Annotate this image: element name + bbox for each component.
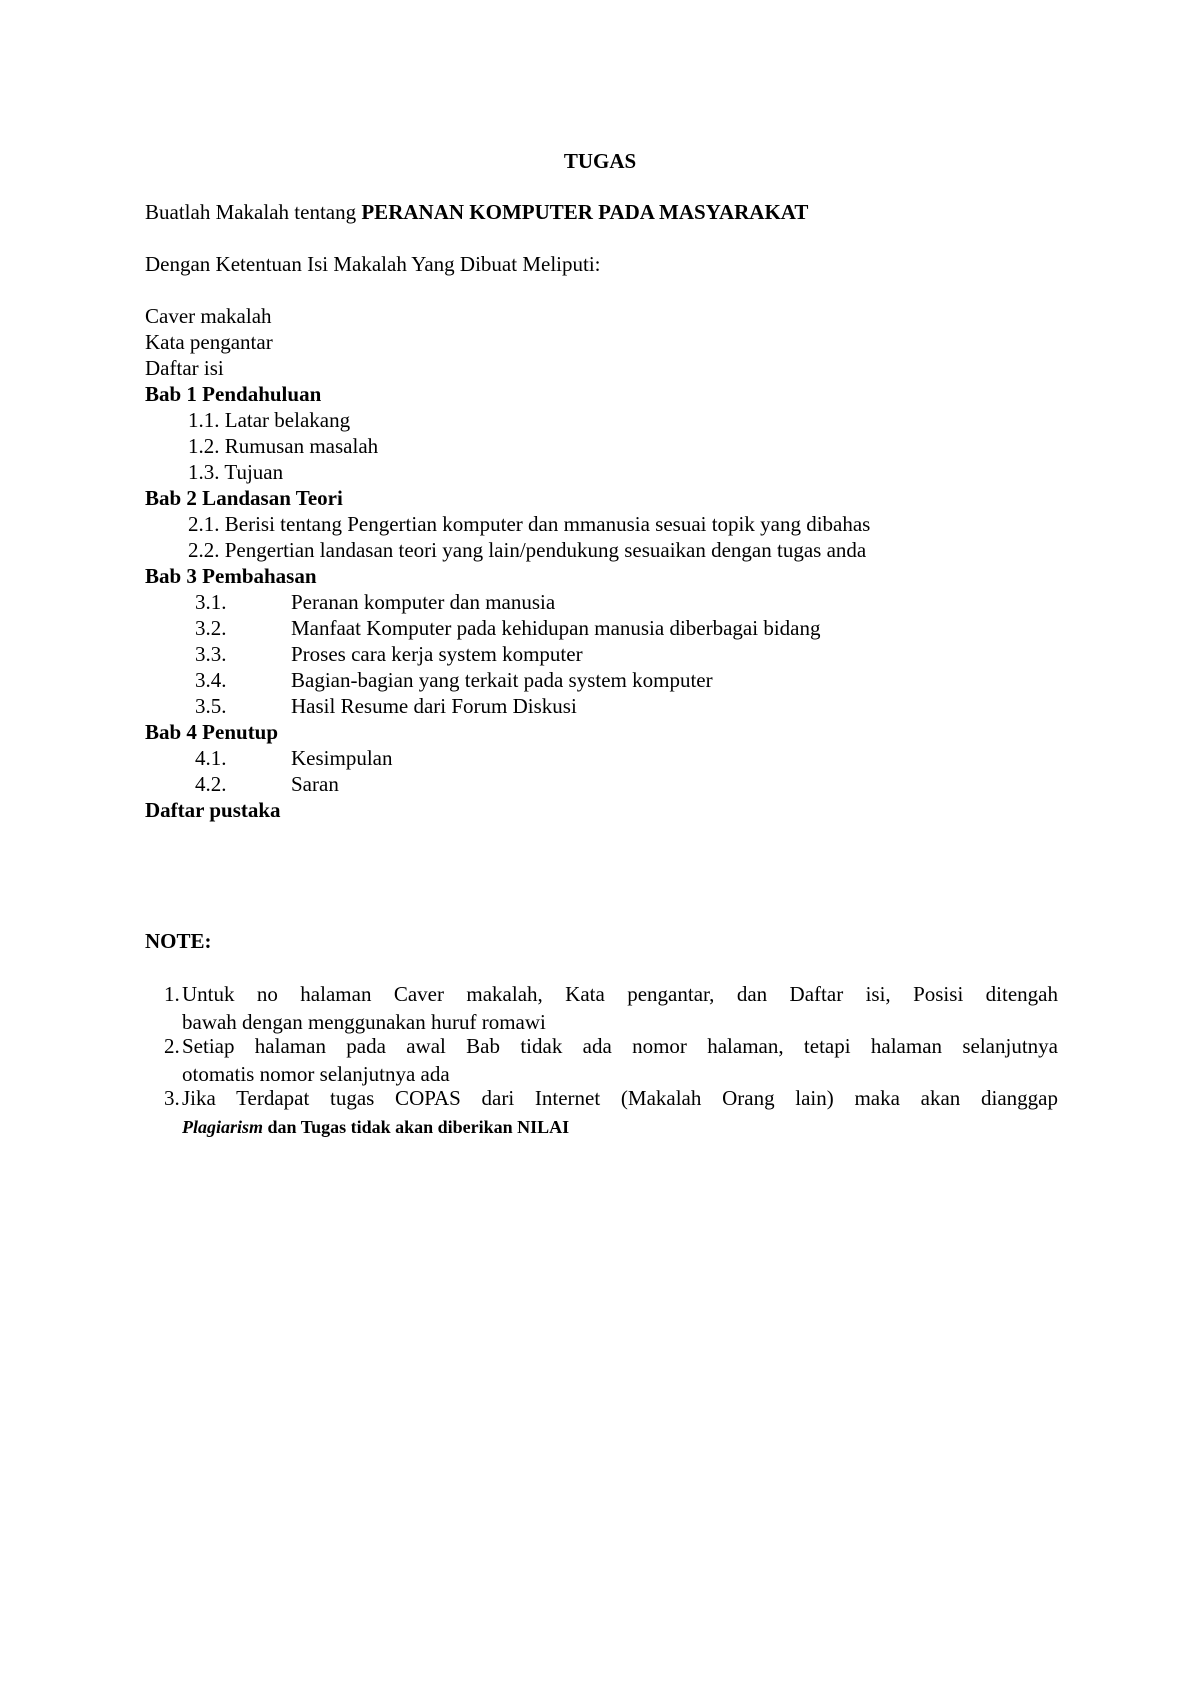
note-label: NOTE: [145,929,212,953]
note-number: 2. [164,1034,180,1058]
chapter-item [188,458,283,486]
item-number: 1.3. [188,460,220,484]
note-item [164,980,1058,1036]
chapter-item-number: 3.5. [195,694,227,718]
chapter-item-number: 4.2. [195,772,227,796]
requirements-intro: Dengan Ketentuan Isi Makalah Yang Dibuat Meliputi: [145,252,601,276]
item-text: Pengertian landasan teori yang lain/pendukung sesuaikan dengan tugas anda [224,538,867,562]
note-line: otomatis nomor selanjutnya ada [182,1062,450,1086]
chapter-item-text: Proses cara kerja system komputer [291,642,583,666]
item-text: Berisi tentang Pengertian komputer dan mmanusia sesuai topik yang dibahas [224,512,871,536]
chapter-item-number: 4.1. [195,746,227,770]
chapter-title: Bab 3 Pembahasan [145,564,317,588]
note-line: bawah dengan menggunakan huruf romawi [182,1010,546,1034]
chapter-item-text: Saran [291,772,339,796]
instruction-topic: PERANAN KOMPUTER PADA MASYARAKAT [361,200,809,224]
item-text: Tujuan [224,460,284,484]
note-number: 1. [164,982,180,1006]
item-text: Rumusan masalah [224,434,379,458]
chapter-title: Bab 4 Penutup [145,720,279,744]
chapter-item-text: Peranan komputer dan manusia [291,590,556,614]
item-number: 1.1. [188,408,220,432]
front-item-preface: Kata pengantar [145,330,273,354]
item-number: 2.2. [188,538,220,562]
chapter-item [188,406,350,434]
chapter-item [188,510,870,538]
note-line: Untuk no halaman Caver makalah, Kata pengantar, dan Daftar isi, Posisi ditengah [182,982,1058,1006]
chapter-item-text: Hasil Resume dari Forum Diskusi [291,694,577,718]
chapter-item [188,432,378,460]
chapter-item [188,536,866,564]
instruction-line [145,198,808,226]
note-item [164,1032,1058,1088]
item-number: 1.2. [188,434,220,458]
document-title: TUGAS [563,149,637,173]
chapter-item-number: 3.3. [195,642,227,666]
item-number: 2.1. [188,512,220,536]
note-number: 3. [164,1086,180,1110]
note-line: Jika Terdapat tugas COPAS dari Internet (Makalah Orang lain) maka akan dianggap [182,1086,1058,1110]
note-line [182,1112,1058,1141]
chapter-item-number: 3.1. [195,590,227,614]
chapter-item-text: Bagian-bagian yang terkait pada system komputer [291,668,713,692]
front-item-cover: Caver makalah [145,304,272,328]
closing-item: Daftar pustaka [145,798,281,822]
plagiarism-term: Plagiarism [182,1117,264,1137]
instruction-prefix: Buatlah Makalah tentang [145,200,362,224]
chapter-title: Bab 2 Landasan Teori [145,486,343,510]
chapter-item-number: 3.4. [195,668,227,692]
chapter-item-text: Kesimpulan [291,746,393,770]
front-item-toc: Daftar isi [145,356,224,380]
note-warning: dan Tugas tidak akan diberikan NILAI [263,1117,570,1137]
chapter-title: Bab 1 Pendahuluan [145,382,322,406]
chapter-item-text: Manfaat Komputer pada kehidupan manusia diberbagai bidang [291,616,821,640]
note-line: Setiap halaman pada awal Bab tidak ada nomor halaman, tetapi halaman selanjutnya [182,1034,1058,1058]
note-item [164,1084,1058,1141]
chapter-item-number: 3.2. [195,616,227,640]
item-text: Latar belakang [224,408,351,432]
